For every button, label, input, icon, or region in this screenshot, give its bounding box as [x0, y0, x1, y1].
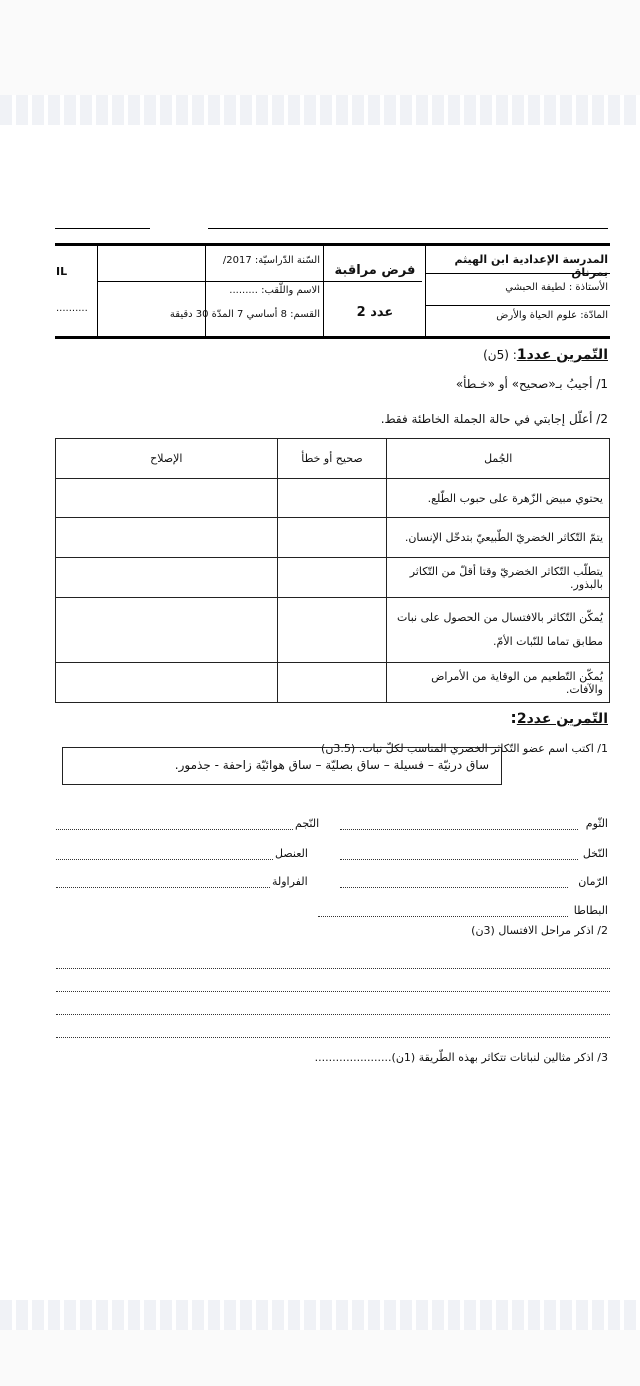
ex2-q2: 2/ اذكر مراحل الافتسال (3ن): [471, 924, 608, 937]
top-strip: [0, 95, 640, 125]
col-correction: الإصلاح: [56, 439, 278, 479]
plant-pomegranate: الرّمان: [578, 875, 608, 888]
school-year: السّنة الدّراسيّة: 2017/: [222, 255, 320, 266]
plant-palm: النّخل: [582, 847, 608, 860]
teacher-name: الأستاذة : لطيفة الحبشي: [505, 282, 608, 293]
left-dots: ..........: [56, 303, 88, 314]
ex2-heading: [510, 708, 608, 727]
left-mark: IL: [56, 265, 68, 278]
plant-potato: البطاطا: [573, 904, 608, 917]
ex2-colon: :: [510, 708, 517, 727]
student-name: الاسم واللّقب: .........: [229, 285, 320, 296]
ex2-q1: 1/ اكتب اسم عضو التّكاثر الخضري المناسب لكلّ نبات. (3.5ن): [321, 742, 608, 755]
plant-bermuda: النّجم: [295, 817, 320, 830]
answer-line-strawberry[interactable]: [56, 887, 270, 888]
answer-cell[interactable]: [277, 663, 387, 703]
sentence-cell: يُمكّن التّكاثر بالافتسال من الحصول على نبات مطابق تماما للنّبات الأمّ.: [387, 598, 610, 663]
bottom-band: [0, 1330, 640, 1386]
table-row: [56, 558, 610, 598]
plant-squill: العنصل: [275, 847, 308, 860]
answer-line-palm[interactable]: [340, 859, 578, 860]
plant-strawberry: الفراولة: [272, 875, 308, 888]
sentence-cell: يتطلّب التّكاثر الخضريّ وقتا أقلّ من التّكاثر بالبذور.: [387, 558, 610, 598]
ex1-title: التّمرين عدد1: [516, 347, 608, 363]
sentence-cell: يتمّ التّكاثر الخضريّ الطّبيعيّ بتدخّل الإنسان.: [387, 518, 610, 558]
ex1-heading: [483, 344, 608, 363]
correction-cell[interactable]: [56, 663, 278, 703]
answer-line[interactable]: [56, 1014, 610, 1015]
sentence-cell: يحتوي مبيض الزّهرة على حبوب الطّلع.: [387, 479, 610, 518]
class-duration: القسم: 8 أساسي 7 المدّة 30 دقيقة: [169, 309, 320, 320]
correction-cell[interactable]: [56, 598, 278, 663]
ex1-table: [55, 438, 610, 703]
ex1-q2: 2/ أعلّل إجابتي في حالة الجملة الخاطئة فقط.: [380, 412, 608, 426]
plant-garlic: الثّوم: [585, 817, 608, 830]
table-row: [56, 598, 610, 663]
answer-cell[interactable]: [277, 479, 387, 518]
answer-cell[interactable]: [277, 558, 387, 598]
table-row: [56, 479, 610, 518]
table-row: [56, 663, 610, 703]
ex1-q1: 1/ أجيبُ بـ«صحيح» أو «خـطأ»: [455, 377, 608, 391]
exam-title: فرض مراقبة: [334, 263, 416, 278]
correction-cell[interactable]: [56, 558, 278, 598]
answer-line[interactable]: [56, 991, 610, 992]
correction-cell[interactable]: [56, 479, 278, 518]
answer-line[interactable]: [56, 1037, 610, 1038]
document-page: [0, 125, 640, 1300]
answer-line[interactable]: [56, 968, 610, 969]
subject: المادّة: علوم الحياة والأرض: [496, 310, 608, 321]
answer-cell[interactable]: [277, 598, 387, 663]
answer-line-squill[interactable]: [56, 859, 273, 860]
header-top-rule: [55, 243, 610, 246]
correction-cell[interactable]: [56, 518, 278, 558]
top-band: [0, 0, 640, 95]
answer-cell[interactable]: [277, 518, 387, 558]
answer-line-garlic[interactable]: [340, 829, 578, 830]
bottom-strip: [0, 1300, 640, 1330]
school-name: المدرسة الإعدادية ابن الهيثم بمرناق: [454, 253, 608, 279]
ex1-points: : (5ن): [483, 348, 517, 362]
ex2-q3: 3/ اذكر مثالين لنباتات تتكاثر بهذه الطّريقة (1ن)......................: [314, 1051, 608, 1064]
col-sentences: الجُمل: [387, 439, 610, 479]
answer-line-potato[interactable]: [318, 916, 568, 917]
ex2-title: التّمرين عدد2: [516, 711, 608, 727]
table-row: [56, 518, 610, 558]
col-true-false: صحيح أو خطأ: [277, 439, 387, 479]
sentence-cell: يُمكّن التّطعيم من الوقاية من الأمراض والآفات.: [387, 663, 610, 703]
answer-line-bermuda[interactable]: [56, 829, 293, 830]
exam-number: عدد 2: [356, 305, 394, 320]
answer-line-pomegranate[interactable]: [340, 887, 568, 888]
organs-box: ساق درنيّة – فسيلة – ساق بصليّة – ساق هوائيّة زاحفة - جذمور.: [62, 747, 502, 785]
